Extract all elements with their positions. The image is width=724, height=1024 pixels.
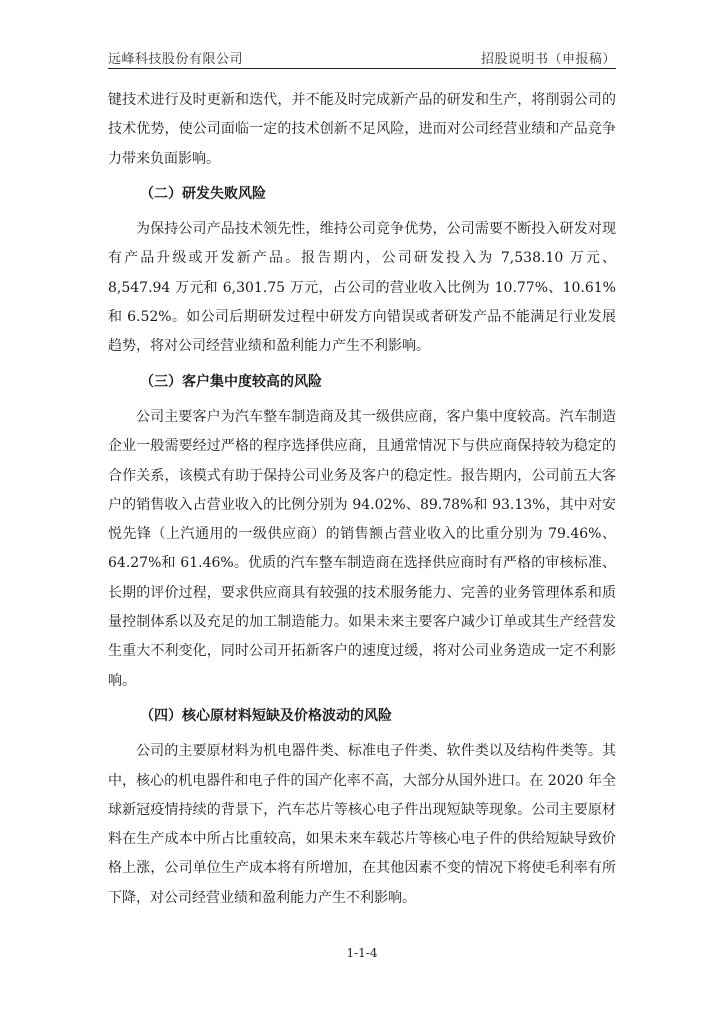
page-header	[108, 46, 616, 69]
section-heading-customer-concentration: （三）客户集中度较高的风险	[140, 373, 322, 390]
document-body	[108, 86, 616, 913]
intro-paragraph: 键技术进行及时更新和迭代，并不能及时完成新产品的研发和生产，将削弱公司的技术优势，使公司面临一定的技术创新不足风险，进而对公司经营业绩和产品竞争力带来负面影响。	[108, 92, 616, 167]
section-heading-raw-material: （四）核心原材料短缺及价格波动的风险	[140, 707, 392, 724]
section-paragraph-customer-concentration: 公司主要客户为汽车整车制造商及其一级供应商，客户集中度较高。汽车制造企业一般需要经过严格的程序选择供应商，且通常情况下与供应商保持较为稳定的合作关系，该模式有助于保持公司业务及客户的稳定性。报告期内，公司前五大客户的销售收入占营业收入的比例分别为 94.02%、89.78%和 93.13%，其中对安悦先锋（上汽通用的一级供应商）的销售额占营业收入的比重分别为 79.46%、64.27%和 61.46%。优质的汽车整车制造商在选择供应商时有严格的审核标准、长期的评价过程，要求供应商具有较强的技术服务能力、完善的业务管理体系和质量控制体系以及充足的加工制造能力。如果未来主要客户减少订单或其生产经营发生重大不利变化，同时公司开拓新客户的速度过缓，将对公司业务造成一定不利影响。	[108, 408, 616, 689]
section-paragraph-raw-material: 公司的主要原材料为机电器件类、标准电子件类、软件类以及结构件类等。其中，核心的机电器件和电子件的国产化率不高，大部分从国外进口。在 2020 年全球新冠疫情持续的背景下，汽车芯片等核心电子件出现短缺等现象。公司主要原材料在生产成本中所占比重较高，如果未来车载芯片等核心电子件的供给短缺导致价格上涨，公司单位生产成本将有所增加，在其他因素不变的情况下将使毛利率有所下降，对公司经营业绩和盈利能力产生不利影响。	[108, 743, 616, 906]
header-document-type: 招股说明书（申报稿）	[480, 52, 616, 67]
section-paragraph-rd-failure: 为保持公司产品技术领先性，维持公司竞争优势，公司需要不断投入研发对现有产品升级或开发新产品。报告期内，公司研发投入为 7,538.10 万元、8,547.94 万元和 6,301.75 万元，占公司的营业收入比例为 10.77%、10.61%和 6.52%。如公司后期研发过程中研发方向错误或者研发产品不能满足行业发展趋势，将对公司经营业绩和盈利能力产生不利影响。	[108, 221, 616, 355]
page-number: 1-1-4	[346, 946, 378, 960]
section-heading-rd-failure: （二）研发失败风险	[140, 185, 266, 202]
header-company-name: 远峰科技股份有限公司	[108, 52, 244, 67]
